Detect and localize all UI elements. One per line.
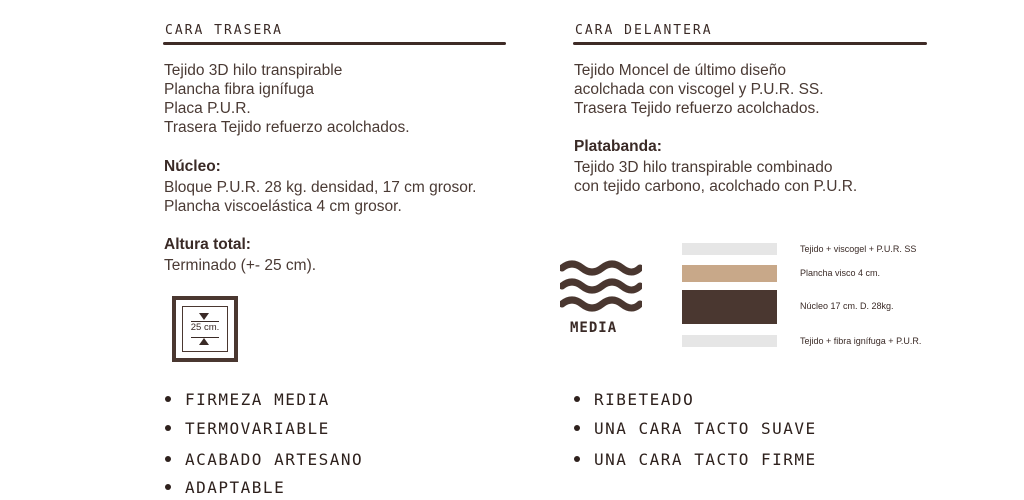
text-line: Plancha fibra ignífuga xyxy=(164,81,314,98)
layer-core-label: Núcleo 17 cm. D. 28kg. xyxy=(800,301,894,311)
list-item: UNA CARA TACTO SUAVE xyxy=(574,419,817,438)
cara-delantera-description xyxy=(574,61,824,118)
firmness-label: MEDIA xyxy=(570,320,618,336)
wave-icon-stroke xyxy=(562,300,640,308)
bullet-icon xyxy=(165,456,171,462)
cara-trasera-description xyxy=(164,61,410,137)
altura-label: Altura total: xyxy=(164,236,251,253)
arrow-up-icon xyxy=(199,338,209,345)
divider-left xyxy=(163,42,506,45)
list-item: ACABADO ARTESANO xyxy=(165,450,363,469)
list-item: TERMOVARIABLE xyxy=(165,419,330,438)
layer-visco-label: Plancha visco 4 cm. xyxy=(800,268,881,278)
bullet-icon xyxy=(165,484,171,490)
text-line: Tejido 3D hilo transpirable xyxy=(164,62,343,79)
bullet-icon xyxy=(574,456,580,462)
wave-firmness-icon xyxy=(560,258,642,316)
list-item: UNA CARA TACTO FIRME xyxy=(574,450,817,469)
list-item: RIBETEADO xyxy=(574,390,694,409)
bullet-icon xyxy=(165,425,171,431)
height-icon-label: 25 cm. xyxy=(190,322,220,333)
nucleo-description xyxy=(164,178,476,216)
platabanda-description xyxy=(574,158,857,196)
text-line: Tejido Moncel de último diseño xyxy=(574,62,786,79)
list-item: ADAPTABLE xyxy=(165,478,285,497)
layer-top-bar xyxy=(682,243,777,255)
text-line: Plancha viscoelástica 4 cm grosor. xyxy=(164,198,402,215)
wave-icon-stroke xyxy=(562,282,640,290)
text-line: con tejido carbono, acolchado con P.U.R. xyxy=(574,178,858,195)
wave-icon-stroke xyxy=(562,264,640,272)
text-line: Tejido 3D hilo transpirable combinado xyxy=(574,159,833,176)
text-line: Bloque P.U.R. 28 kg. densidad, 17 cm grosor. xyxy=(164,179,477,196)
layer-visco-bar xyxy=(682,265,777,282)
divider-right xyxy=(573,42,927,45)
nucleo-label: Núcleo: xyxy=(164,158,221,175)
heading-cara-trasera: CARA TRASERA xyxy=(165,23,283,38)
bullet-icon xyxy=(165,396,171,402)
arrow-down-icon xyxy=(199,313,209,320)
layer-bottom-bar xyxy=(682,335,777,347)
layer-core-bar xyxy=(682,290,777,324)
height-icon xyxy=(172,296,238,362)
text-line: Placa P.U.R. xyxy=(164,100,251,117)
bullet-icon xyxy=(574,396,580,402)
list-item: FIRMEZA MEDIA xyxy=(165,390,330,409)
text-line: Trasera Tejido refuerzo acolchados. xyxy=(574,100,820,117)
altura-value: Terminado (+- 25 cm). xyxy=(164,257,317,274)
text-line: Trasera Tejido refuerzo acolchados. xyxy=(164,119,410,136)
text-line: acolchada con viscogel y P.U.R. SS. xyxy=(574,81,824,98)
bullet-icon xyxy=(574,425,580,431)
layer-bottom-label: Tejido + fibra ignífuga + P.U.R. xyxy=(800,336,922,346)
heading-cara-delantera: CARA DELANTERA xyxy=(575,23,713,38)
height-icon-frame xyxy=(182,306,228,352)
layer-top-label: Tejido + viscogel + P.U.R. SS xyxy=(800,244,917,254)
platabanda-label: Platabanda: xyxy=(574,138,662,155)
